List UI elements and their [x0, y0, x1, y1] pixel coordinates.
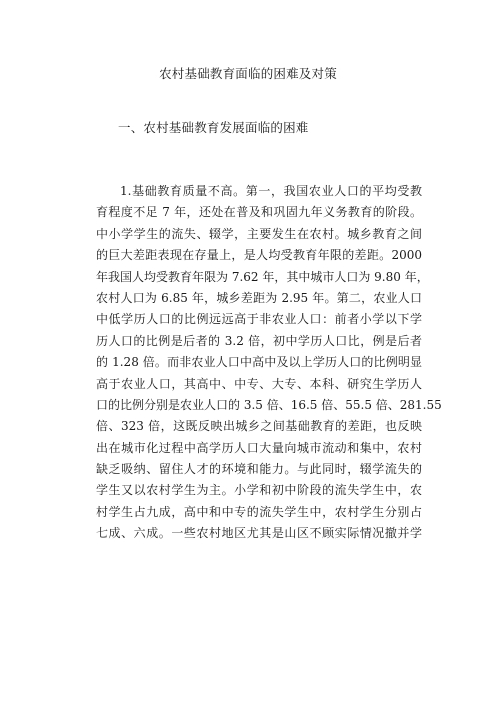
paragraph-line: 村学生占九成，高中和中专的流失学生中，农村学生分别占: [96, 504, 422, 519]
paragraph-line: 缺乏吸纳、留住人才的环境和能力。与此同时，辍学流失的: [96, 462, 422, 477]
paragraph-line: 倍、323 倍，这既反映出城乡之间基础教育的差距，也反映: [96, 419, 422, 434]
paragraph-line: 学生又以农村学生为主。小学和初中阶段的流失学生中，农: [96, 483, 422, 498]
paragraph-line: 口的比例分别是农业人口的 3.5 倍、16.5 倍、55.5 倍、281.55: [96, 397, 442, 412]
paragraph-line: 出在城市化过程中高学历人口大量向城市流动和集中，农村: [96, 440, 422, 455]
paragraph-line: 中小学学生的流失、辍学，主要发生在农村。城乡教育之间: [96, 226, 422, 241]
section-heading: 一、农村基础教育发展面临的困难: [118, 120, 309, 135]
document-title: 农村基础教育面临的困难及对策: [159, 66, 337, 81]
paragraph-line: 历人口的比例是后者的 3.2 倍，初中学历人口比，例是后者: [96, 333, 422, 348]
paragraph-line: 的 1.28 倍。而非农业人口中高中及以上学历人口的比例明显: [96, 355, 422, 370]
paragraph-line: 的巨大差距表现在存量上，是人均受教育年限的差距。2000: [96, 248, 422, 263]
paragraph-line: 高于农业人口，其高中、中专、大专、本科、研究生学历人: [96, 376, 422, 391]
paragraph-line: 年我国人均受教育年限为 7.62 年，其中城市人口为 9.80 年，: [96, 269, 429, 284]
paragraph-line: 育程度不足 7 年，还处在普及和巩固九年义务教育的阶段。: [96, 205, 422, 220]
paragraph-line: 农村人口为 6.85 年，城乡差距为 2.95 年。第二，农业人口: [96, 290, 422, 305]
paragraph-line: 中低学历人口的比例远远高于非农业人口：前者小学以下学: [96, 312, 422, 327]
paragraph-line: 七成、六成。一些农村地区尤其是山区不顾实际情况撤并学: [96, 526, 422, 541]
paragraph-line: 1.基础教育质量不高。第一，我国农业人口的平均受教: [120, 184, 422, 198]
body-paragraph: [96, 181, 442, 545]
